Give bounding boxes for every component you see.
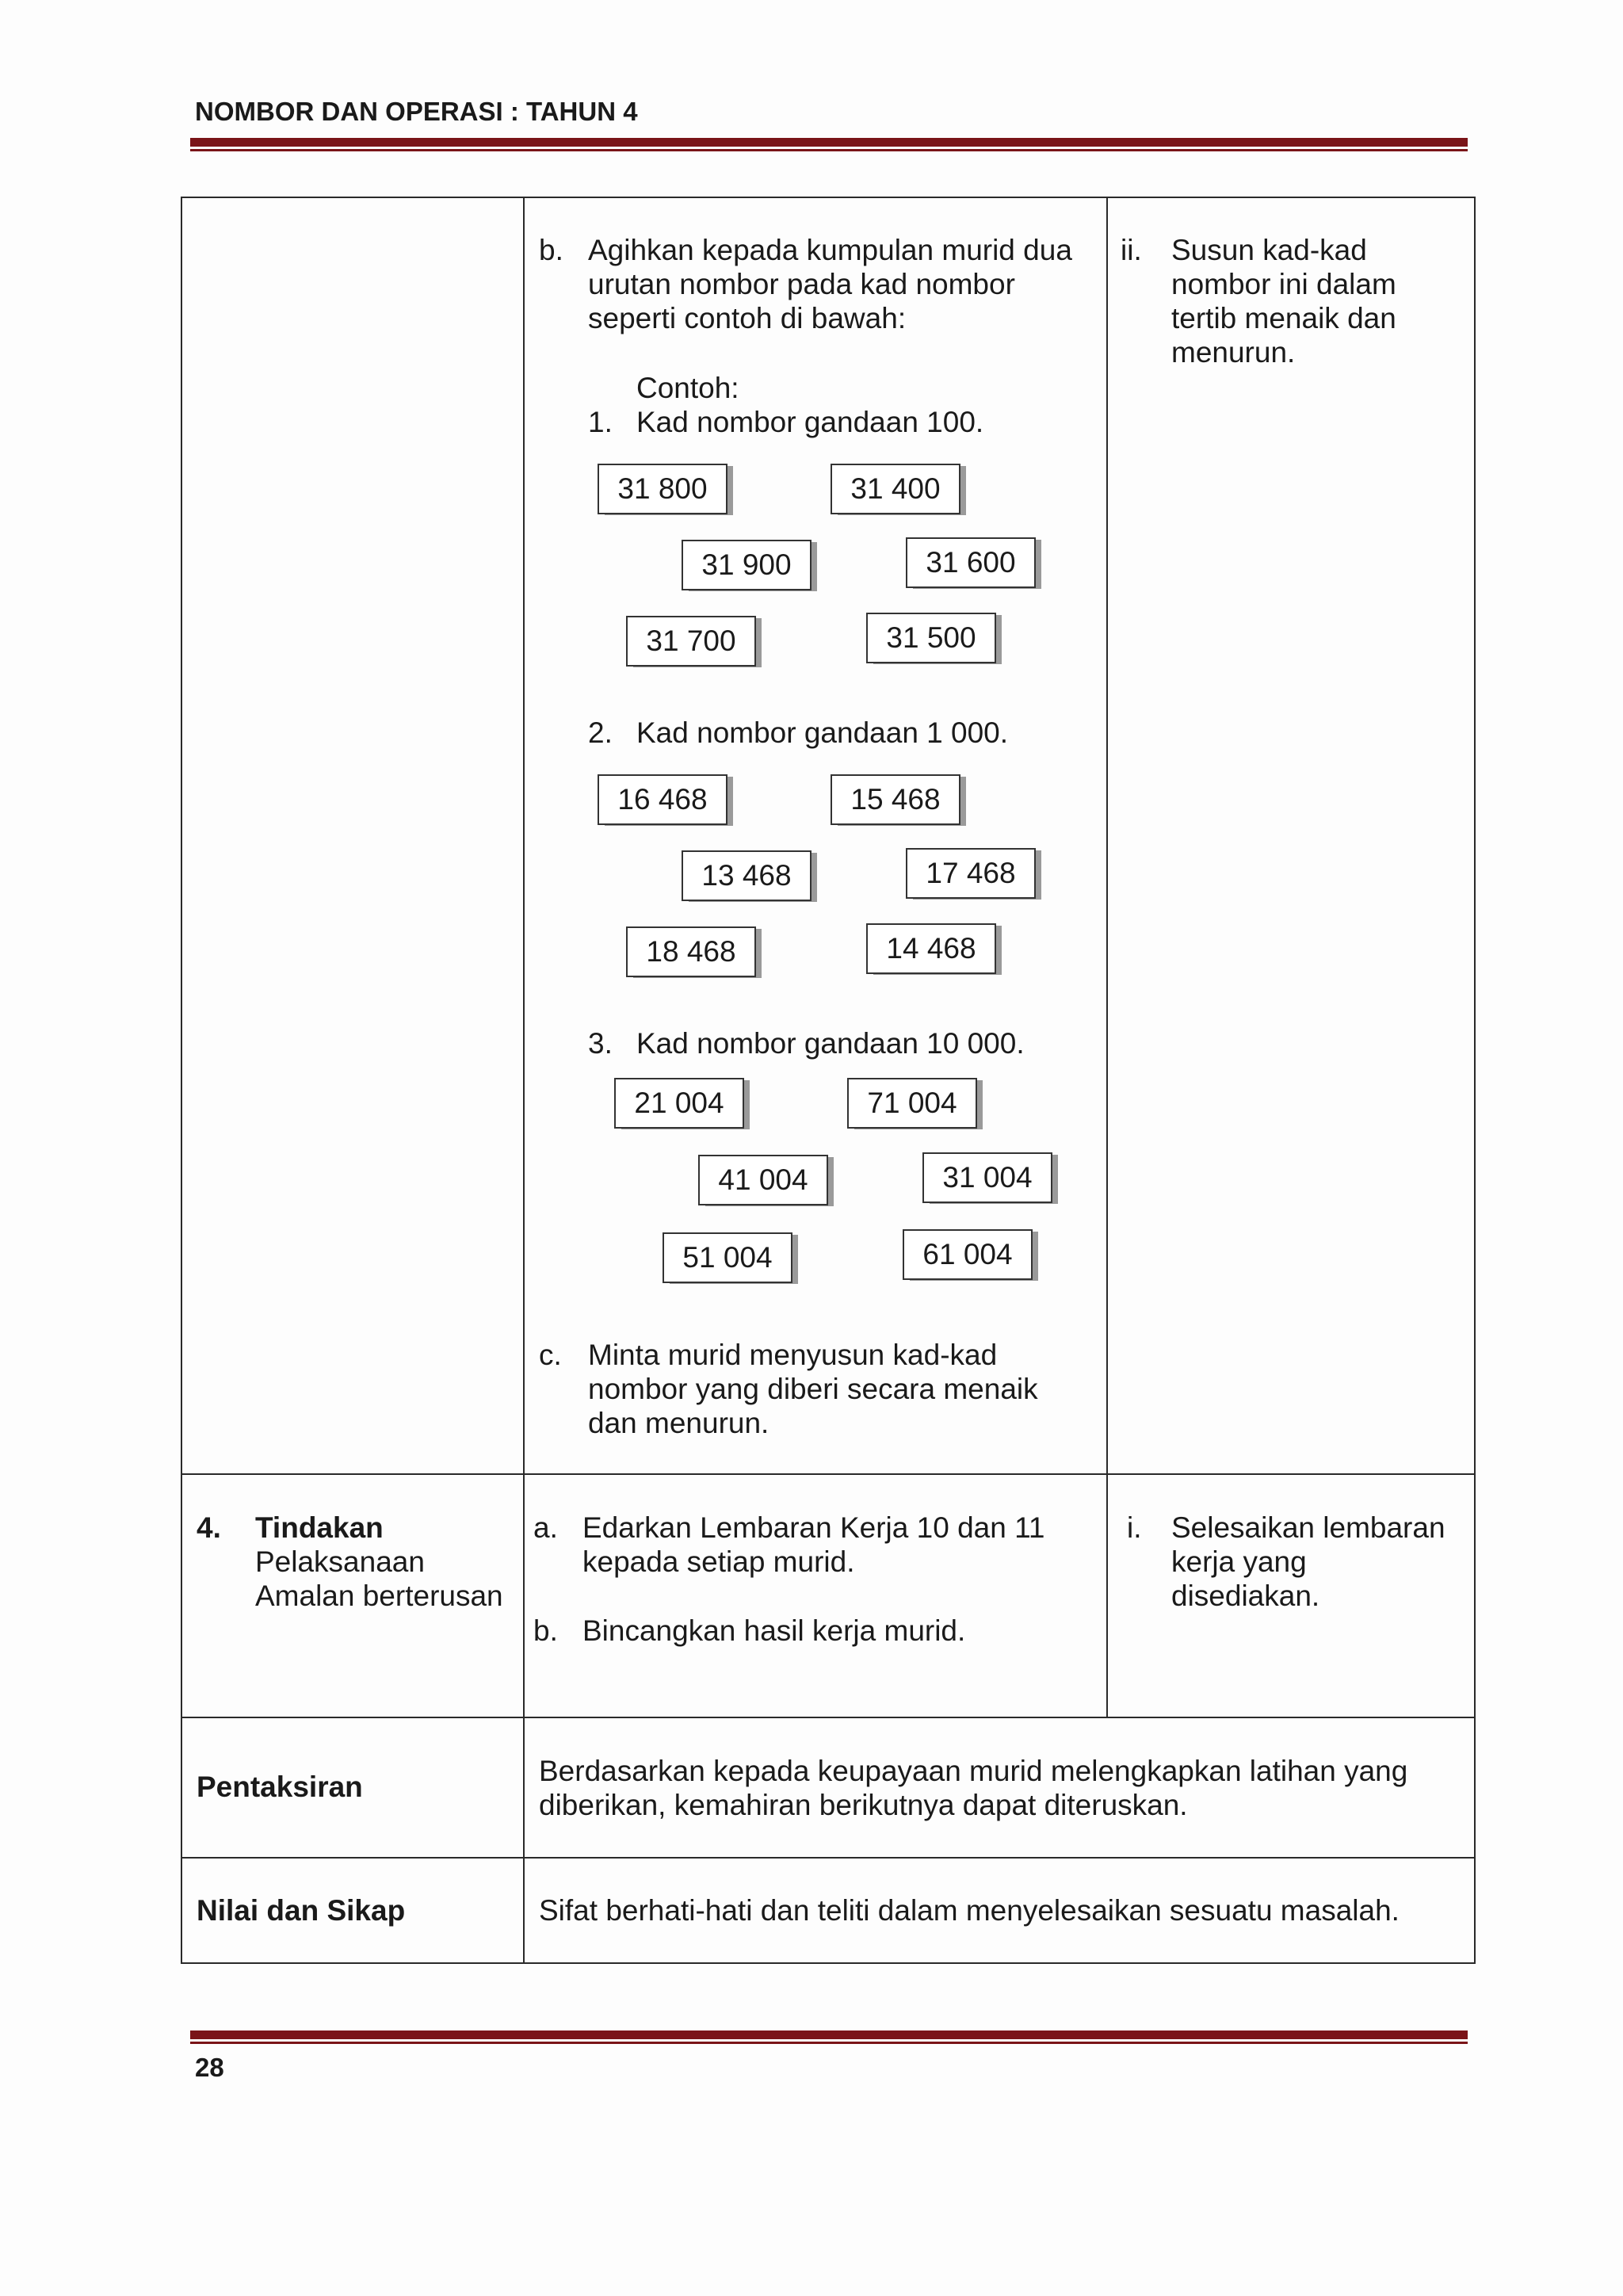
group-3-marker: 3. [588, 1027, 613, 1060]
item-c-line-2: nombor yang diberi secara menaik [588, 1373, 1038, 1405]
number-card: 18 468 [626, 926, 756, 977]
header-rule [190, 138, 1468, 151]
item-b-marker: b. [539, 234, 563, 266]
footer-rule [190, 2030, 1468, 2044]
number-card: 21 004 [614, 1078, 744, 1129]
document-header-title: NOMBOR DAN OPERASI : TAHUN 4 [195, 97, 638, 126]
right-ii-line-1: Susun kad-kad [1171, 234, 1367, 266]
item-a-line-2: kepada setiap murid. [582, 1545, 855, 1578]
number-card: 71 004 [847, 1078, 977, 1129]
assessment-line-1: Berdasarkan kepada keupayaan murid melengkapkan latihan yang [539, 1755, 1408, 1787]
table-row-divider-2 [181, 1717, 1476, 1718]
right-i-line-3: disediakan. [1171, 1580, 1320, 1612]
step-title: Tindakan [255, 1511, 384, 1544]
lesson-table [181, 197, 1476, 1964]
item-a-marker: a. [533, 1511, 558, 1544]
right-ii-line-2: nombor ini dalam [1171, 268, 1396, 300]
item-c-line-3: dan menurun. [588, 1407, 769, 1439]
values-label: Nilai dan Sikap [197, 1894, 406, 1927]
table-row-divider-3 [181, 1857, 1476, 1859]
item-b-line-2: urutan nombor pada kad nombor [588, 268, 1015, 300]
number-card: 31 700 [626, 616, 756, 667]
step-number: 4. [197, 1511, 221, 1544]
right-i-marker: i. [1127, 1511, 1142, 1544]
right-ii-line-3: tertib menaik dan [1171, 302, 1396, 334]
group-2-title: Kad nombor gandaan 1 000. [636, 716, 1009, 749]
group-1-marker: 1. [588, 406, 613, 438]
item-c-marker: c. [539, 1339, 562, 1371]
number-card: 17 468 [906, 848, 1036, 899]
group-1-title: Kad nombor gandaan 100. [636, 406, 984, 438]
item-b2-text: Bincangkan hasil kerja murid. [582, 1614, 966, 1647]
number-card: 31 900 [682, 540, 812, 590]
example-label: Contoh: [636, 372, 739, 404]
number-card: 31 600 [906, 537, 1036, 588]
item-b2-marker: b. [533, 1614, 558, 1647]
right-i-line-2: kerja yang [1171, 1545, 1307, 1578]
number-card: 51 004 [663, 1232, 792, 1283]
number-card: 41 004 [698, 1155, 828, 1205]
page-number: 28 [195, 2053, 224, 2082]
number-card: 31 400 [831, 464, 960, 514]
right-ii-line-4: menurun. [1171, 336, 1296, 369]
number-card: 31 800 [598, 464, 727, 514]
table-col-divider-1 [523, 197, 525, 1964]
right-i-line-1: Selesaikan lembaran [1171, 1511, 1445, 1544]
item-c-line-1: Minta murid menyusun kad-kad [588, 1339, 998, 1371]
number-card: 16 468 [598, 774, 727, 825]
values-text: Sifat berhati-hati dan teliti dalam menyelesaikan sesuatu masalah. [539, 1894, 1400, 1927]
assessment-line-2: diberikan, kemahiran berikutnya dapat diteruskan. [539, 1789, 1188, 1821]
group-2-marker: 2. [588, 716, 613, 749]
item-b-line-3: seperti contoh di bawah: [588, 302, 907, 334]
table-row-divider-1 [181, 1473, 1476, 1475]
number-card: 31 500 [866, 613, 996, 663]
group-3-title: Kad nombor gandaan 10 000. [636, 1027, 1025, 1060]
item-b-line-1: Agihkan kepada kumpulan murid dua [588, 234, 1072, 266]
assessment-label: Pentaksiran [197, 1771, 363, 1803]
step-subtitle-1: Pelaksanaan [255, 1545, 425, 1578]
number-card: 15 468 [831, 774, 960, 825]
number-card: 61 004 [903, 1229, 1033, 1280]
table-col-divider-2 [1106, 197, 1108, 1718]
number-card: 14 468 [866, 923, 996, 974]
item-a-line-1: Edarkan Lembaran Kerja 10 dan 11 [582, 1511, 1045, 1544]
number-card: 31 004 [922, 1152, 1052, 1203]
right-ii-marker: ii. [1121, 234, 1142, 266]
number-card: 13 468 [682, 850, 812, 901]
step-subtitle-2: Amalan berterusan [255, 1580, 503, 1612]
